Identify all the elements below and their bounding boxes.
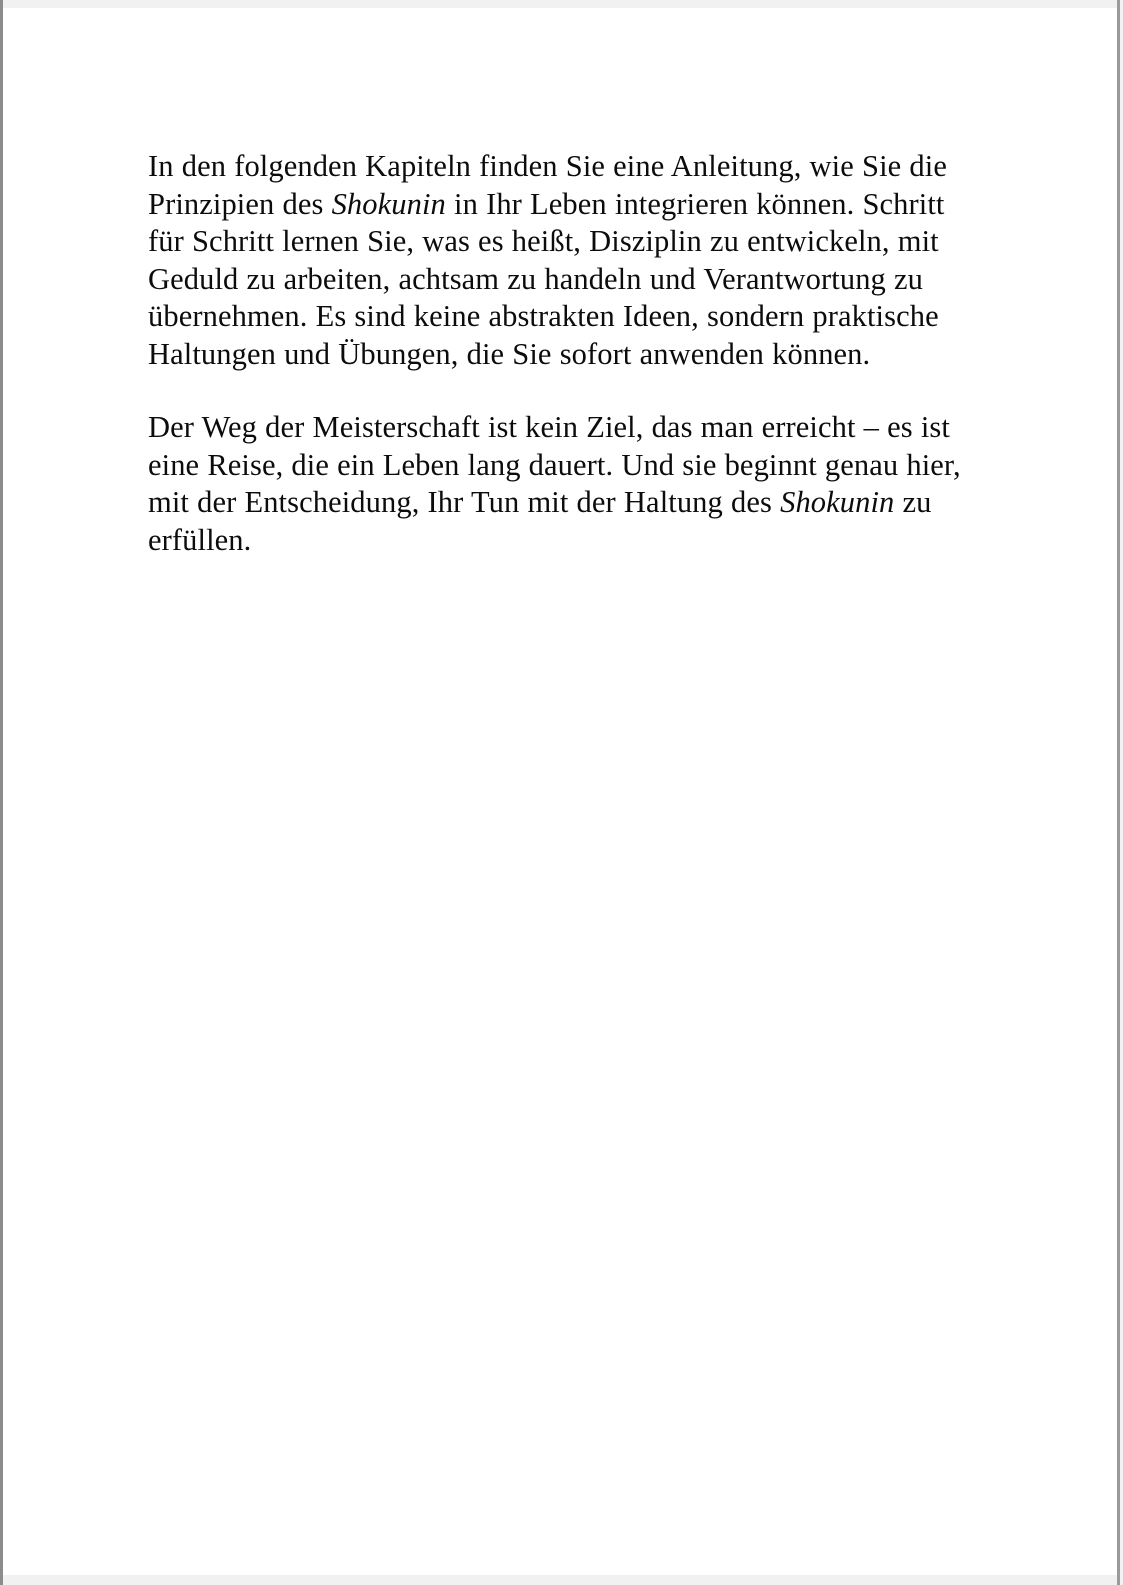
body-paragraph-2 [148,409,978,559]
paragraph-2-text-after-term: zu erfüllen. [148,485,932,557]
paragraph-1-text-before-term: In den folgenden Kapiteln finden Sie eine Anleitung, wie Sie die Prinzipien des [148,149,947,221]
paragraph-1-italic-term: Shokunin [331,186,446,221]
paragraph-2-italic-term: Shokunin [780,485,895,519]
paragraph-2-text-before-term: Der Weg der Meisterschaft ist kein Ziel, das man erreicht – es ist eine Reise, die ein Leben lang dauert. Und sie beginnt genau hier, mit der Entscheidung, Ihr Tun mit der Haltung des [148,410,961,519]
page-bottom-margin-band [3,1575,1117,1585]
document-page-sheet [3,8,1117,1575]
body-paragraph-1 [148,148,978,373]
page-top-margin-band [3,0,1117,8]
body-text-column [148,148,978,559]
paragraph-1-text-after-term: in Ihr Leben integrieren können. Schritt für Schritt lernen Sie, was es heißt, Disziplin zu entwickeln, mit Geduld zu arbeiten, achtsam zu handeln und Verantwortung zu übernehmen. Es sind keine abstrakten Ideen, sondern praktische Haltungen und Übungen, die Sie sofort anwenden können. [148,186,945,371]
page-right-edge-rail [1117,0,1120,1585]
